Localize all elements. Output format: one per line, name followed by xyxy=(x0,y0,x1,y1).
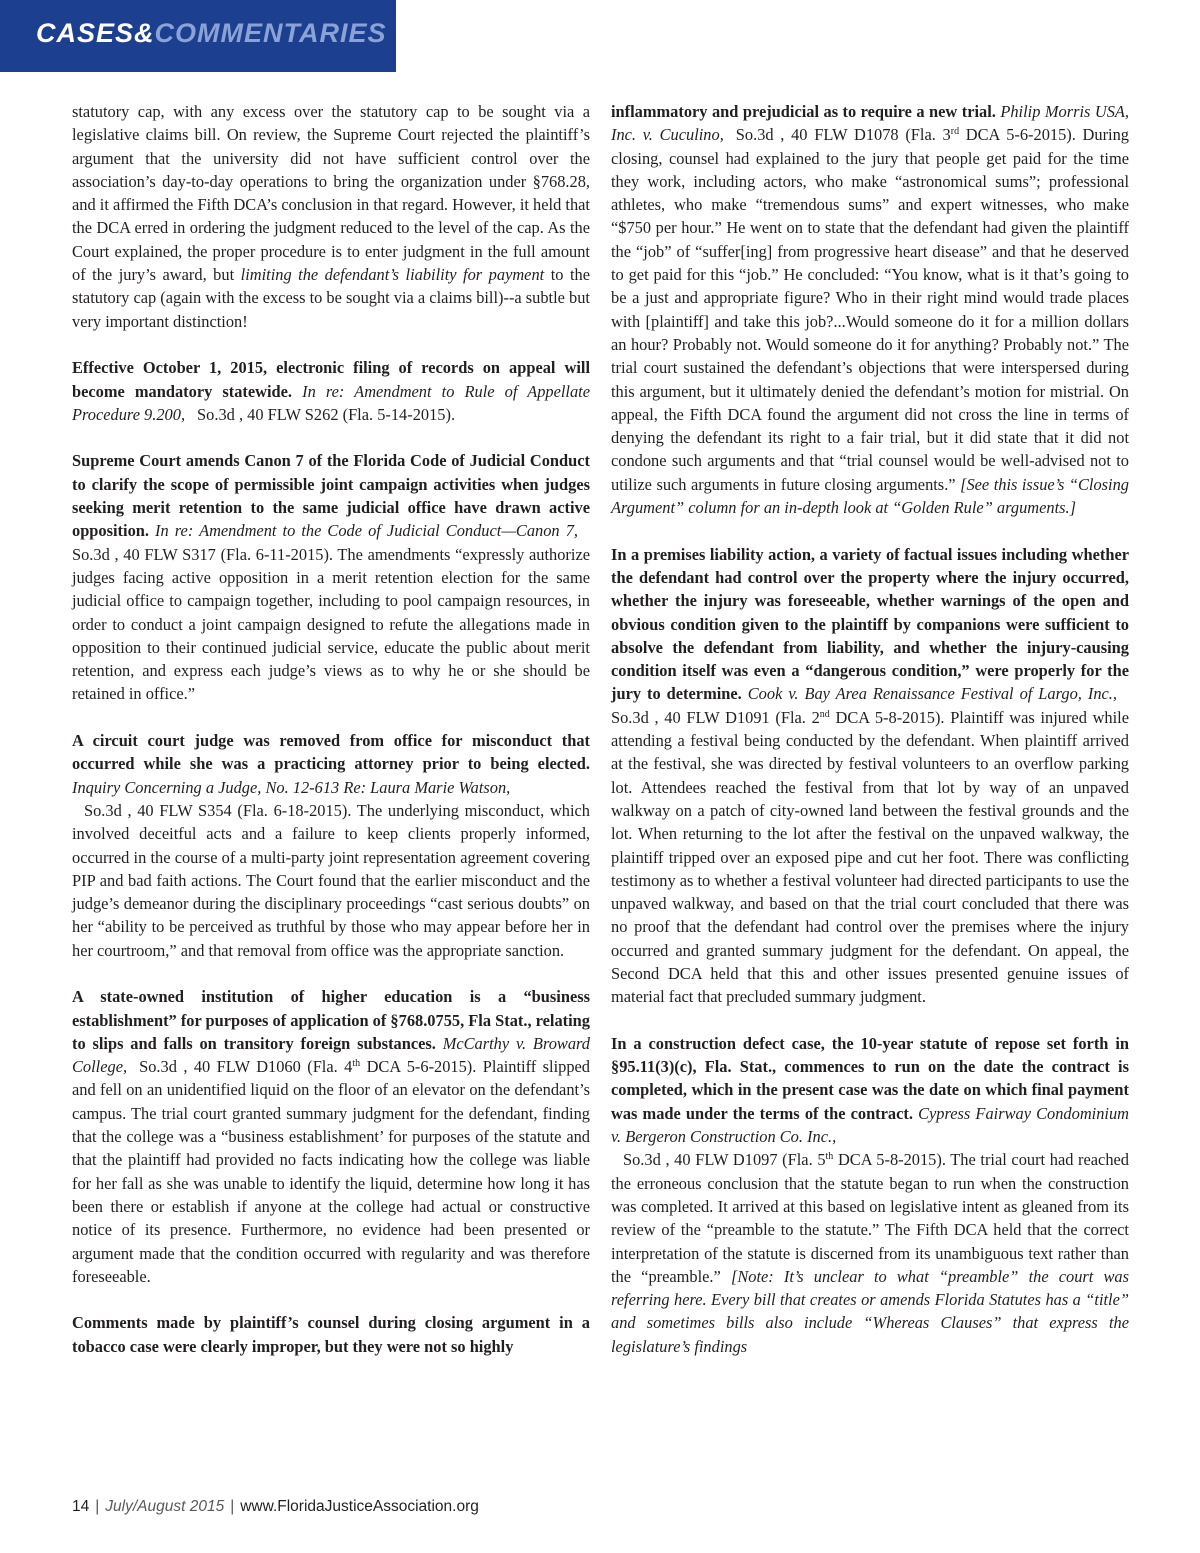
case-entry xyxy=(72,1311,590,1358)
footer-separator: | xyxy=(230,1498,235,1515)
footer-separator: | xyxy=(95,1498,100,1515)
reporter-citation: So.3d , 40 FLW S262 (Fla. 5-14-2015). xyxy=(197,404,456,424)
website-link[interactable]: www.FloridaJusticeAssociation.org xyxy=(240,1498,479,1515)
case-summary: So.3d , 40 FLW S317 (Fla. 6-11-2015). The amendments “expressly authorize judges facing active opposition in a merit retention election for the same judicial office to campaign together, including to pool campaign resources, in order to conduct a joint campaign designed to refute the allegations made in opposition to their continued judicial service, educate the public about merit retention, and express each judge’s views as to why he or she should be retained in office.” xyxy=(72,544,590,704)
ordinal-suffix: th xyxy=(352,1058,361,1070)
emphasis-text: limiting the defendant’s liability for payment xyxy=(240,265,545,285)
case-entry-continued xyxy=(611,100,1129,519)
section-title xyxy=(36,18,387,49)
case-headline: Supreme Court amends Canon 7 of the Florida Code of Judicial Conduct to clarify the scope of permissible joint campaign activities when judges seeking merit retention to the same judicial office have drawn active opposition. xyxy=(72,451,590,541)
case-entry xyxy=(72,356,590,426)
case-entry xyxy=(611,543,1129,1009)
case-summary: DCA 5-6-2015). During closing, counsel had explained to the jury that people get paid for the time they work, including actors, who make “astronomical sums”; professional athletes, who make “tremendous sums” and expert witnesses, who make “$750 per hour.” He went on to state that the defendant had given the plaintiff the “job” of “suffer[ing] from progressive heart disease” and that he deserved to get paid for this “job.” He concluded: “You know, what is it that’s going to be a just and appropriate figure? Who in their right mind would trade places with [plaintiff] and take this job?...Would someone do it for a million dollars an hour? Probably not. Would someone do it for anything? Probably not.” The trial court sustained the defendant’s objections that were interspersed during this argument, but it ultimately denied the defendant’s motion for mistrial. On appeal, the Fifth DCA found the argument did not cross the line in terms of denying the defendant its right to a fair trial, but it did state that it did not condone such arguments and that “trial counsel would be well-advised not to utilize such arguments in future closing arguments.” xyxy=(611,125,1129,494)
case-summary: DCA 5-6-2015). Plaintiff slipped and fell on an unidentified liquid on the floor of an elevator on the defendant’s campus. The trial court granted summary judgment for the defendant, finding that the college was a “business establishment’ for purposes of the statute and that the plaintiff had provided no facts indicating how the college was liable for her fall as she was unable to identify the liquid, determine how long it has been there or establish if anyone at the college had actual or constructive notice of its presence. Furthermore, no evidence had been presented or argument made that the condition occurred with regularity and was therefore foreseeable. xyxy=(72,1057,590,1286)
case-headline: In a premises liability action, a variety of factual issues including whether the defendant had control over the property where the injury occurred, whether the injury was foreseeable, whether warnings of the open and obvious condition given to the plaintiff by companions were sufficient to absolve the defendant from liability, and whether the injury-causing condition itself was even a “dangerous condition,” were properly for the jury to determine. xyxy=(611,544,1129,704)
ordinal-suffix: nd xyxy=(819,708,830,720)
section-title-commentaries: COMMENTARIES xyxy=(154,18,387,48)
case-citation: Inquiry Concerning a Judge, No. 12-613 Re: Laura Marie Watson, xyxy=(72,777,511,797)
case-summary: DCA 5-8-2015). The trial court had reached the erroneous conclusion that the statute began to run when the construction was completed. It arrived at this based on legislative intent as gleaned from its review of the “preamble to the statute.” The Fifth DCA held that the correct interpretation of the statute is discerned from its unambiguous text rather than the “preamble.” xyxy=(611,1150,1129,1286)
editor-note: [Note: It’s unclear to what “preamble” the court was referring here. Every bill that creates or amends Florida Statutes has a “title” and sometimes bills also include “Whereas Clauses” that express the legislature’s findings xyxy=(611,1266,1129,1356)
case-citation: In re: Amendment to the Code of Judicial Conduct—Canon 7, xyxy=(148,521,578,541)
case-entry xyxy=(72,449,590,705)
case-citation: Cook v. Bay Area Renaissance Festival of Largo, Inc., xyxy=(741,684,1117,704)
body-text: to the statutory cap (again with the excess to be sought via a claims bill)--a subtle but very important distinction! xyxy=(72,265,590,331)
case-citation: Cypress Fairway Condominium v. Bergeron Construction Co. Inc., xyxy=(611,1103,1129,1147)
page-footer xyxy=(72,1498,479,1516)
page-number: 14 xyxy=(72,1498,90,1515)
ordinal-suffix: rd xyxy=(950,126,960,138)
reporter-citation: So.3d , 40 FLW D1060 (Fla. 4 xyxy=(139,1057,353,1077)
case-entry xyxy=(72,729,590,962)
section-banner xyxy=(0,0,396,72)
case-headline: Effective October 1, 2015, electronic filing of records on appeal will become mandatory statewide. xyxy=(72,358,590,401)
body-text: statutory cap, with any excess over the statutory cap to be sought via a legislative claims bill. On review, the Supreme Court rejected the plaintiff’s argument that the university did not have sufficient control over the association’s day-to-day operations to bring the organization under §768.28, and it affirmed the Fifth DCA’s conclusion in that regard. However, it held that the DCA erred in ordering the judgment reduced to the level of the cap. As the Court explained, the proper procedure is to enter judgment in the full amount of the jury’s award, but xyxy=(72,102,590,285)
reporter-citation: So.3d , 40 FLW D1091 (Fla. 2 xyxy=(611,707,820,727)
case-citation: McCarthy v. Broward College, xyxy=(72,1033,590,1077)
case-summary: DCA 5-8-2015). Plaintiff was injured while attending a festival being conducted by the defendant. When plaintiff arrived at the festival, she was directed by festival volunteers to an overflow parking lot. Attendees reached the festival from that lot by way of an unpaved walkway on a patch of city-owned land between the festival grounds and the lot. When returning to the lot after the festival on the unpaved walkway, the plaintiff tripped over an exposed pipe and cut her foot. There was conflicting testimony as to whether a festival volunteer had directed participants to use the unpaved walkway, and based on that the trial court concluded that there was no proof that the defendant had control over the premises where the injury occurred and granted summary judgment for the defendant. On appeal, the Second DCA held that this and other issues presented genuine issues of material fact that precluded summary judgment. xyxy=(611,707,1129,1007)
case-headline: A circuit court judge was removed from office for misconduct that occurred while she was a practicing attorney prior to being elected. xyxy=(72,731,590,774)
case-headline: In a construction defect case, the 10-year statute of repose set forth in §95.11(3)(c), Fla. Stat., commences to run on the date the contract is completed, which in the present case was the date on which final payment was made under the terms of the contract. xyxy=(611,1033,1129,1123)
case-summary: So.3d , 40 FLW S354 (Fla. 6-18-2015). The underlying misconduct, which involved deceitful acts and a failure to keep clients properly informed, occurred in the course of a multi-party joint representation agreement covering PIP and bad faith actions. The Court found that the earlier misconduct and the judge’s demeanor during the disciplinary proceedings “cast serious doubts” on her “ability to be perceived as truthful by those who may appear before her in her courtroom,” and that removal from office was the appropriate sanction. xyxy=(72,800,590,960)
right-column xyxy=(611,100,1129,1358)
case-entry xyxy=(611,1032,1129,1358)
case-headline: A state-owned institution of higher education is a “business establishment” for purposes of application of §768.0755, Fla Stat., relating to slips and falls on transitory foreign substances. xyxy=(72,987,590,1053)
reporter-citation: So.3d , 40 FLW D1078 (Fla. 3 xyxy=(735,125,951,145)
paragraph xyxy=(72,100,590,333)
case-headline: Comments made by plaintiff’s counsel during closing argument in a tobacco case were clearly improper, but they were not so highly xyxy=(72,1313,590,1356)
case-citation: Philip Morris USA, Inc. v. Cuculino, xyxy=(611,102,1129,145)
editor-note: [See this issue’s “Closing Argument” column for an in-depth look at “Golden Rule” arguments.] xyxy=(611,474,1130,518)
reporter-citation: So.3d , 40 FLW D1097 (Fla. 5 xyxy=(623,1150,826,1170)
section-title-cases: CASES& xyxy=(36,18,155,48)
case-entry xyxy=(72,985,590,1288)
ordinal-suffix: th xyxy=(825,1151,834,1163)
case-headline: inflammatory and prejudicial as to require a new trial. xyxy=(611,102,996,121)
issue-date: July/August 2015 xyxy=(105,1498,225,1515)
case-citation: In re: Amendment to Rule of Appellate Procedure 9.200, xyxy=(72,381,590,424)
left-column xyxy=(72,100,590,1358)
